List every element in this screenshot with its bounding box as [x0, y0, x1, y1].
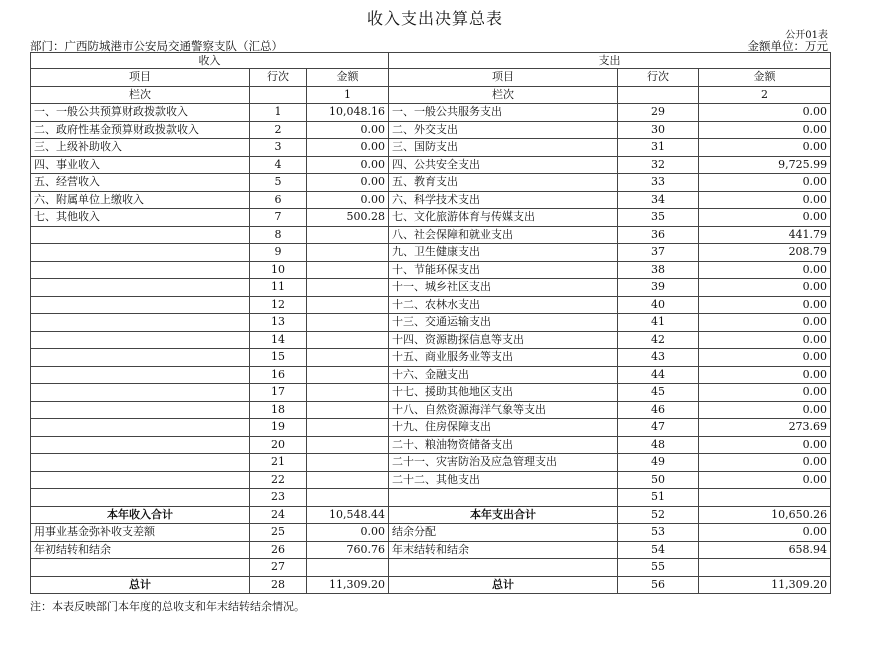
expense-amount-cell: 0.00 — [699, 349, 831, 367]
form-code: 公开01表 — [785, 30, 828, 41]
expense-row-number-cell: 46 — [618, 401, 699, 419]
income-item-cell: 四、事业收入 — [31, 156, 250, 174]
expense-row-number-cell: 44 — [618, 366, 699, 384]
expense-column-index-label: 栏次 — [389, 86, 618, 104]
expense-item-cell: 十三、交通运输支出 — [389, 314, 618, 332]
income-column-index-label: 栏次 — [31, 86, 250, 104]
income-amount-cell: 0.00 — [307, 191, 389, 209]
expense-amount-cell: 0.00 — [699, 471, 831, 489]
table-row — [31, 121, 831, 139]
expense-item-cell: 八、社会保障和就业支出 — [389, 226, 618, 244]
income-row-number-cell: 15 — [250, 349, 307, 367]
expense-row-number-cell: 54 — [618, 541, 699, 559]
income-column-index: 1 — [307, 86, 389, 104]
expense-row-number-cell: 40 — [618, 296, 699, 314]
expense-item-cell: 本年支出合计 — [389, 506, 618, 524]
page-title: 收入支出决算总表 — [366, 9, 503, 28]
income-item-cell — [31, 366, 250, 384]
income-amount-cell: 760.76 — [307, 541, 389, 559]
income-item-cell: 年初结转和结余 — [31, 541, 250, 559]
income-row-number-cell: 26 — [250, 541, 307, 559]
department-label: 部门：广西防城港市公安局交通警察支队（汇总） — [30, 39, 283, 53]
table-row — [31, 419, 831, 437]
expense-amount-cell: 0.00 — [699, 104, 831, 122]
expense-amount-cell: 441.79 — [699, 226, 831, 244]
expense-amount-cell: 273.69 — [699, 419, 831, 437]
income-item-cell: 总计 — [31, 576, 250, 594]
income-item-cell — [31, 384, 250, 402]
income-amount-cell — [307, 454, 389, 472]
expense-row-number-cell: 33 — [618, 174, 699, 192]
expense-item-cell: 二十、粮油物资储备支出 — [389, 436, 618, 454]
expense-row-number-cell: 42 — [618, 331, 699, 349]
table-row — [31, 104, 831, 122]
income-item-cell — [31, 489, 250, 507]
income-row-number-cell: 2 — [250, 121, 307, 139]
expense-item-cell: 十七、援助其他地区支出 — [389, 384, 618, 402]
expense-row-number-cell: 37 — [618, 244, 699, 262]
expense-item-cell: 五、教育支出 — [389, 174, 618, 192]
expense-item-cell: 二、外交支出 — [389, 121, 618, 139]
expense-item-cell: 二十二、其他支出 — [389, 471, 618, 489]
income-item-cell: 一、一般公共预算财政拨款收入 — [31, 104, 250, 122]
income-amount-cell — [307, 419, 389, 437]
expense-row-number-cell: 55 — [618, 559, 699, 577]
expense-item-header: 项目 — [389, 69, 618, 87]
section-header-row — [31, 53, 831, 69]
expense-row-number-cell: 53 — [618, 524, 699, 542]
expense-column-index: 2 — [699, 86, 831, 104]
expense-amount-cell — [699, 489, 831, 507]
income-amount-cell: 500.28 — [307, 209, 389, 227]
income-amount-cell: 0.00 — [307, 139, 389, 157]
income-amount-cell — [307, 366, 389, 384]
income-item-cell — [31, 454, 250, 472]
expense-item-cell: 十五、商业服务业等支出 — [389, 349, 618, 367]
income-row-number-cell: 22 — [250, 471, 307, 489]
income-amount-cell: 0.00 — [307, 121, 389, 139]
expense-row-number-cell: 43 — [618, 349, 699, 367]
expense-item-cell — [389, 489, 618, 507]
income-amount-cell — [307, 436, 389, 454]
income-item-cell — [31, 279, 250, 297]
expense-item-cell: 总计 — [389, 576, 618, 594]
income-amount-cell — [307, 261, 389, 279]
income-row-number-cell: 19 — [250, 419, 307, 437]
expense-row-number-cell: 47 — [618, 419, 699, 437]
expense-amount-cell: 10,650.26 — [699, 506, 831, 524]
income-row-number-cell: 25 — [250, 524, 307, 542]
expense-item-cell: 十二、农林水支出 — [389, 296, 618, 314]
table-row — [31, 244, 831, 262]
expense-item-cell: 十六、金融支出 — [389, 366, 618, 384]
income-item-cell: 本年收入合计 — [31, 506, 250, 524]
expense-item-cell: 十、节能环保支出 — [389, 261, 618, 279]
expense-amount-cell — [699, 559, 831, 577]
income-row-header: 行次 — [250, 69, 307, 87]
income-amount-cell — [307, 314, 389, 332]
income-item-cell — [31, 314, 250, 332]
expense-row-number-cell: 48 — [618, 436, 699, 454]
table-row — [31, 366, 831, 384]
column-header-row — [31, 69, 831, 87]
table-row — [31, 296, 831, 314]
table-row — [31, 156, 831, 174]
income-item-cell: 二、政府性基金预算财政拨款收入 — [31, 121, 250, 139]
income-row-number-cell: 12 — [250, 296, 307, 314]
table-row — [31, 401, 831, 419]
income-amount-cell — [307, 471, 389, 489]
table-row — [31, 349, 831, 367]
expense-row-number-cell: 51 — [618, 489, 699, 507]
income-item-cell — [31, 349, 250, 367]
table-row — [31, 436, 831, 454]
expense-item-cell: 十一、城乡社区支出 — [389, 279, 618, 297]
income-row-number-cell: 14 — [250, 331, 307, 349]
table-row — [31, 314, 831, 332]
income-amount-cell — [307, 349, 389, 367]
income-amount-cell: 0.00 — [307, 524, 389, 542]
expense-item-cell: 结余分配 — [389, 524, 618, 542]
income-column-index-blank — [250, 86, 307, 104]
expense-row-number-cell: 32 — [618, 156, 699, 174]
income-item-cell: 七、其他收入 — [31, 209, 250, 227]
income-item-cell — [31, 436, 250, 454]
expense-amount-cell: 11,309.20 — [699, 576, 831, 594]
income-item-cell: 用事业基金弥补收支差额 — [31, 524, 250, 542]
income-row-number-cell: 11 — [250, 279, 307, 297]
income-amount-cell — [307, 226, 389, 244]
income-item-cell: 六、附属单位上缴收入 — [31, 191, 250, 209]
expense-amount-cell: 208.79 — [699, 244, 831, 262]
table-row — [31, 209, 831, 227]
expense-amount-cell: 0.00 — [699, 296, 831, 314]
expense-item-cell: 一、一般公共服务支出 — [389, 104, 618, 122]
table-row — [31, 279, 831, 297]
income-row-number-cell: 8 — [250, 226, 307, 244]
expense-amount-cell: 0.00 — [699, 384, 831, 402]
expense-row-number-cell: 29 — [618, 104, 699, 122]
column-index-row — [31, 86, 831, 104]
expense-item-cell: 六、科学技术支出 — [389, 191, 618, 209]
income-row-number-cell: 7 — [250, 209, 307, 227]
income-amount-cell: 0.00 — [307, 174, 389, 192]
expense-section-header: 支出 — [389, 53, 831, 69]
income-row-number-cell: 28 — [250, 576, 307, 594]
expense-row-number-cell: 30 — [618, 121, 699, 139]
expense-row-number-cell: 50 — [618, 471, 699, 489]
expense-row-number-cell: 36 — [618, 226, 699, 244]
table-row — [31, 576, 831, 594]
expense-item-cell — [389, 559, 618, 577]
income-item-cell — [31, 244, 250, 262]
table-row — [31, 471, 831, 489]
income-row-number-cell: 27 — [250, 559, 307, 577]
unit-label: 金额单位：万元 — [747, 39, 828, 53]
expense-amount-cell: 0.00 — [699, 314, 831, 332]
income-item-cell — [31, 559, 250, 577]
expense-amount-cell: 0.00 — [699, 121, 831, 139]
footnote: 注：本表反映部门本年度的总收支和年末结转结余情况。 — [30, 600, 305, 613]
income-amount-header: 金额 — [307, 69, 389, 87]
income-item-cell — [31, 419, 250, 437]
income-section-header: 收入 — [31, 53, 389, 69]
income-amount-cell — [307, 296, 389, 314]
expense-amount-cell: 0.00 — [699, 174, 831, 192]
income-row-number-cell: 16 — [250, 366, 307, 384]
table-row — [31, 506, 831, 524]
table-row — [31, 454, 831, 472]
expense-item-cell: 七、文化旅游体育与传媒支出 — [389, 209, 618, 227]
income-row-number-cell: 13 — [250, 314, 307, 332]
table-row — [31, 226, 831, 244]
table-row — [31, 559, 831, 577]
expense-column-index-blank — [618, 86, 699, 104]
income-item-cell — [31, 471, 250, 489]
expense-row-number-cell: 35 — [618, 209, 699, 227]
expense-amount-cell: 0.00 — [699, 454, 831, 472]
table-row — [31, 331, 831, 349]
income-item-header: 项目 — [31, 69, 250, 87]
expense-amount-cell: 9,725.99 — [699, 156, 831, 174]
expense-row-number-cell: 31 — [618, 139, 699, 157]
expense-amount-cell: 658.94 — [699, 541, 831, 559]
expense-amount-cell: 0.00 — [699, 436, 831, 454]
expense-row-number-cell: 34 — [618, 191, 699, 209]
expense-amount-cell: 0.00 — [699, 261, 831, 279]
table-row — [31, 384, 831, 402]
expense-row-number-cell: 56 — [618, 576, 699, 594]
income-item-cell — [31, 226, 250, 244]
expense-amount-cell: 0.00 — [699, 209, 831, 227]
income-amount-cell — [307, 401, 389, 419]
expense-item-cell: 年末结转和结余 — [389, 541, 618, 559]
table-row — [31, 174, 831, 192]
expense-item-cell: 四、公共安全支出 — [389, 156, 618, 174]
income-item-cell — [31, 331, 250, 349]
expense-row-number-cell: 49 — [618, 454, 699, 472]
income-amount-cell: 10,548.44 — [307, 506, 389, 524]
expense-amount-cell: 0.00 — [699, 279, 831, 297]
table-row — [31, 541, 831, 559]
income-row-number-cell: 1 — [250, 104, 307, 122]
income-row-number-cell: 23 — [250, 489, 307, 507]
expense-row-header: 行次 — [618, 69, 699, 87]
income-expense-table — [30, 52, 831, 594]
expense-row-number-cell: 45 — [618, 384, 699, 402]
expense-item-cell: 十八、自然资源海洋气象等支出 — [389, 401, 618, 419]
income-amount-cell — [307, 244, 389, 262]
expense-row-number-cell: 52 — [618, 506, 699, 524]
income-row-number-cell: 18 — [250, 401, 307, 419]
expense-item-cell: 三、国防支出 — [389, 139, 618, 157]
income-row-number-cell: 20 — [250, 436, 307, 454]
expense-amount-cell: 0.00 — [699, 366, 831, 384]
expense-amount-cell: 0.00 — [699, 524, 831, 542]
expense-item-cell: 二十一、灾害防治及应急管理支出 — [389, 454, 618, 472]
income-amount-cell: 11,309.20 — [307, 576, 389, 594]
income-amount-cell — [307, 489, 389, 507]
expense-amount-cell: 0.00 — [699, 139, 831, 157]
income-amount-cell — [307, 279, 389, 297]
expense-row-number-cell: 38 — [618, 261, 699, 279]
expense-amount-cell: 0.00 — [699, 191, 831, 209]
expense-item-cell: 十四、资源勘探信息等支出 — [389, 331, 618, 349]
income-row-number-cell: 6 — [250, 191, 307, 209]
expense-row-number-cell: 41 — [618, 314, 699, 332]
expense-item-cell: 十九、住房保障支出 — [389, 419, 618, 437]
table-row — [31, 139, 831, 157]
income-row-number-cell: 24 — [250, 506, 307, 524]
income-amount-cell — [307, 331, 389, 349]
income-row-number-cell: 17 — [250, 384, 307, 402]
table-row — [31, 489, 831, 507]
table-row — [31, 191, 831, 209]
expense-amount-cell: 0.00 — [699, 401, 831, 419]
income-row-number-cell: 21 — [250, 454, 307, 472]
income-amount-cell: 0.00 — [307, 156, 389, 174]
income-item-cell: 三、上级补助收入 — [31, 139, 250, 157]
income-item-cell — [31, 401, 250, 419]
income-row-number-cell: 4 — [250, 156, 307, 174]
table-row — [31, 524, 831, 542]
income-item-cell — [31, 261, 250, 279]
income-row-number-cell: 10 — [250, 261, 307, 279]
income-amount-cell — [307, 384, 389, 402]
table-row — [31, 261, 831, 279]
expense-row-number-cell: 39 — [618, 279, 699, 297]
expense-amount-cell: 0.00 — [699, 331, 831, 349]
expense-amount-header: 金额 — [699, 69, 831, 87]
income-amount-cell — [307, 559, 389, 577]
income-row-number-cell: 5 — [250, 174, 307, 192]
expense-item-cell: 九、卫生健康支出 — [389, 244, 618, 262]
income-amount-cell: 10,048.16 — [307, 104, 389, 122]
income-item-cell: 五、经营收入 — [31, 174, 250, 192]
income-row-number-cell: 9 — [250, 244, 307, 262]
income-row-number-cell: 3 — [250, 139, 307, 157]
income-item-cell — [31, 296, 250, 314]
